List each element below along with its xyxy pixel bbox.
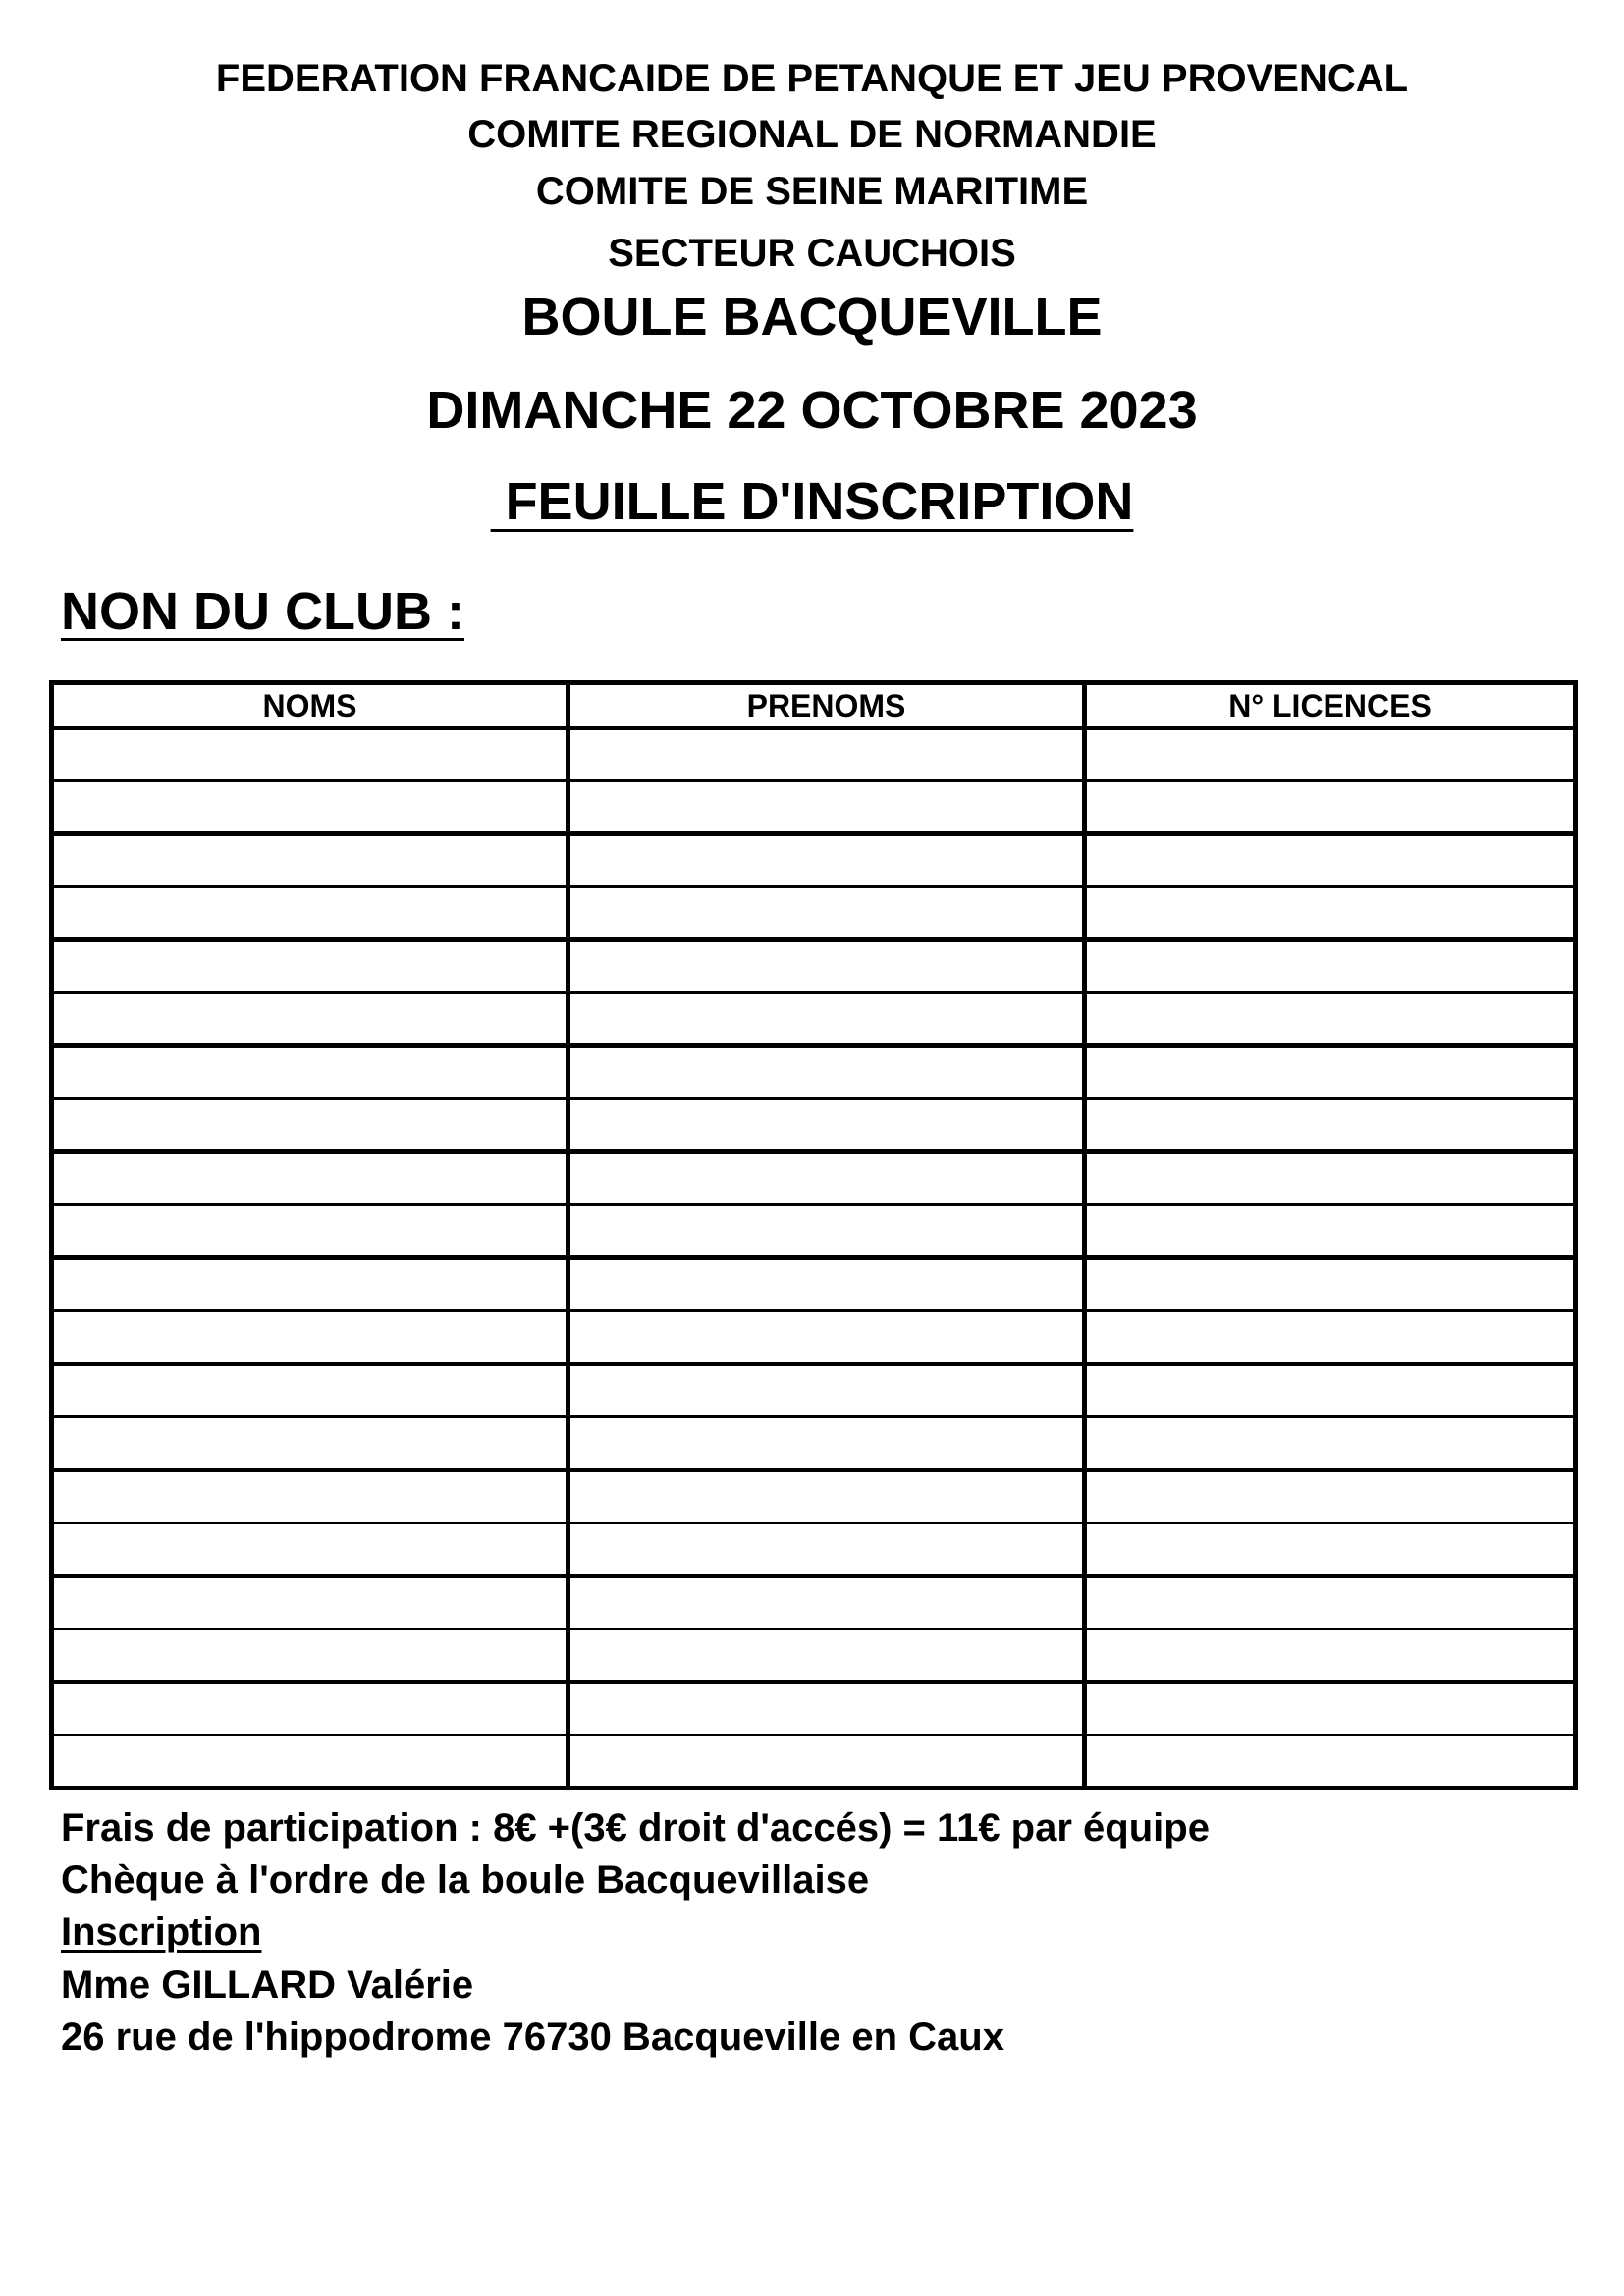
federation-title: FEDERATION FRANCAIDE DE PETANQUE ET JEU PROVENCAL (215, 57, 1409, 100)
regional-committee-title: COMITE REGIONAL DE NORMANDIE (467, 113, 1157, 156)
cell-noms[interactable] (52, 728, 568, 781)
cell-noms[interactable] (52, 1629, 568, 1682)
table-row (52, 834, 1576, 887)
cell-prenoms[interactable] (568, 1046, 1085, 1099)
table-row (52, 1735, 1576, 1789)
cell-noms[interactable] (52, 1258, 568, 1311)
cell-licences[interactable] (1085, 1311, 1576, 1364)
cell-noms[interactable] (52, 1576, 568, 1629)
cell-prenoms[interactable] (568, 1364, 1085, 1417)
cell-prenoms[interactable] (568, 834, 1085, 887)
cell-noms[interactable] (52, 1523, 568, 1576)
form-title-text: FEUILLE D'INSCRIPTION (490, 472, 1134, 531)
cell-licences[interactable] (1085, 940, 1576, 993)
cell-noms[interactable] (52, 1046, 568, 1099)
column-header-licences: N° LICENCES (1085, 683, 1576, 729)
table-row (52, 940, 1576, 993)
cell-noms[interactable] (52, 1099, 568, 1152)
table-row (52, 1099, 1576, 1152)
cell-prenoms[interactable] (568, 1523, 1085, 1576)
cell-noms[interactable] (52, 1417, 568, 1470)
table-row (52, 887, 1576, 940)
cell-prenoms[interactable] (568, 781, 1085, 834)
cell-licences[interactable] (1085, 1258, 1576, 1311)
cell-licences[interactable] (1085, 1364, 1576, 1417)
table-header-row (52, 683, 1576, 729)
table-row (52, 1417, 1576, 1470)
cell-noms[interactable] (52, 834, 568, 887)
cell-prenoms[interactable] (568, 1576, 1085, 1629)
table-row (52, 1682, 1576, 1735)
cell-licences[interactable] (1085, 1417, 1576, 1470)
cell-licences[interactable] (1085, 1046, 1576, 1099)
cheque-payable-to: Chèque à l'ordre de la boule Bacquevillaise (61, 1858, 870, 1901)
cell-noms[interactable] (52, 993, 568, 1046)
column-header-noms: NOMS (52, 683, 568, 729)
cell-prenoms[interactable] (568, 1205, 1085, 1258)
club-name-label: NON DU CLUB : (61, 582, 464, 641)
cell-prenoms[interactable] (568, 1735, 1085, 1789)
cell-licences[interactable] (1085, 1205, 1576, 1258)
department-committee-title: COMITE DE SEINE MARITIME (535, 170, 1089, 213)
cell-prenoms[interactable] (568, 1152, 1085, 1205)
cell-noms[interactable] (52, 887, 568, 940)
form-title (0, 471, 1624, 532)
event-date: DIMANCHE 22 OCTOBRE 2023 (426, 381, 1198, 440)
contact-name: Mme GILLARD Valérie (61, 1963, 474, 2006)
cell-noms[interactable] (52, 940, 568, 993)
cell-licences[interactable] (1085, 1099, 1576, 1152)
registration-table-body (52, 728, 1576, 1789)
cell-noms[interactable] (52, 1311, 568, 1364)
cell-noms[interactable] (52, 1470, 568, 1523)
table-row (52, 1523, 1576, 1576)
table-row (52, 1152, 1576, 1205)
cell-prenoms[interactable] (568, 728, 1085, 781)
table-row (52, 1470, 1576, 1523)
cell-prenoms[interactable] (568, 1470, 1085, 1523)
cell-licences[interactable] (1085, 1735, 1576, 1789)
cell-licences[interactable] (1085, 1576, 1576, 1629)
cell-licences[interactable] (1085, 887, 1576, 940)
cell-prenoms[interactable] (568, 1417, 1085, 1470)
cell-prenoms[interactable] (568, 1099, 1085, 1152)
cell-prenoms[interactable] (568, 1682, 1085, 1735)
table-row (52, 993, 1576, 1046)
cell-licences[interactable] (1085, 1629, 1576, 1682)
contact-address: 26 rue de l'hippodrome 76730 Bacqueville en Caux (61, 2015, 1004, 2058)
cell-prenoms[interactable] (568, 1629, 1085, 1682)
cell-prenoms[interactable] (568, 1258, 1085, 1311)
table-row (52, 1364, 1576, 1417)
cell-noms[interactable] (52, 1735, 568, 1789)
cell-prenoms[interactable] (568, 940, 1085, 993)
sector-title: SECTEUR CAUCHOIS (608, 232, 1016, 275)
participation-fees: Frais de participation : 8€ +(3€ droit d'accés) = 11€ par équipe (61, 1806, 1210, 1849)
cell-noms[interactable] (52, 781, 568, 834)
column-header-prenoms: PRENOMS (568, 683, 1085, 729)
table-row (52, 1629, 1576, 1682)
cell-licences[interactable] (1085, 834, 1576, 887)
table-row (52, 1311, 1576, 1364)
table-row (52, 1576, 1576, 1629)
cell-noms[interactable] (52, 1682, 568, 1735)
cell-licences[interactable] (1085, 781, 1576, 834)
cell-licences[interactable] (1085, 1682, 1576, 1735)
registration-table (49, 680, 1578, 1790)
table-row (52, 781, 1576, 834)
cell-prenoms[interactable] (568, 1311, 1085, 1364)
cell-licences[interactable] (1085, 728, 1576, 781)
cell-prenoms[interactable] (568, 993, 1085, 1046)
cell-licences[interactable] (1085, 1470, 1576, 1523)
club-organizer-title: BOULE BACQUEVILLE (521, 288, 1103, 347)
cell-licences[interactable] (1085, 993, 1576, 1046)
table-row (52, 1046, 1576, 1099)
cell-licences[interactable] (1085, 1523, 1576, 1576)
cell-noms[interactable] (52, 1205, 568, 1258)
table-row (52, 728, 1576, 781)
table-row (52, 1205, 1576, 1258)
cell-noms[interactable] (52, 1152, 568, 1205)
cell-licences[interactable] (1085, 1152, 1576, 1205)
cell-prenoms[interactable] (568, 887, 1085, 940)
table-row (52, 1258, 1576, 1311)
cell-noms[interactable] (52, 1364, 568, 1417)
inscription-heading: Inscription (61, 1910, 262, 1953)
